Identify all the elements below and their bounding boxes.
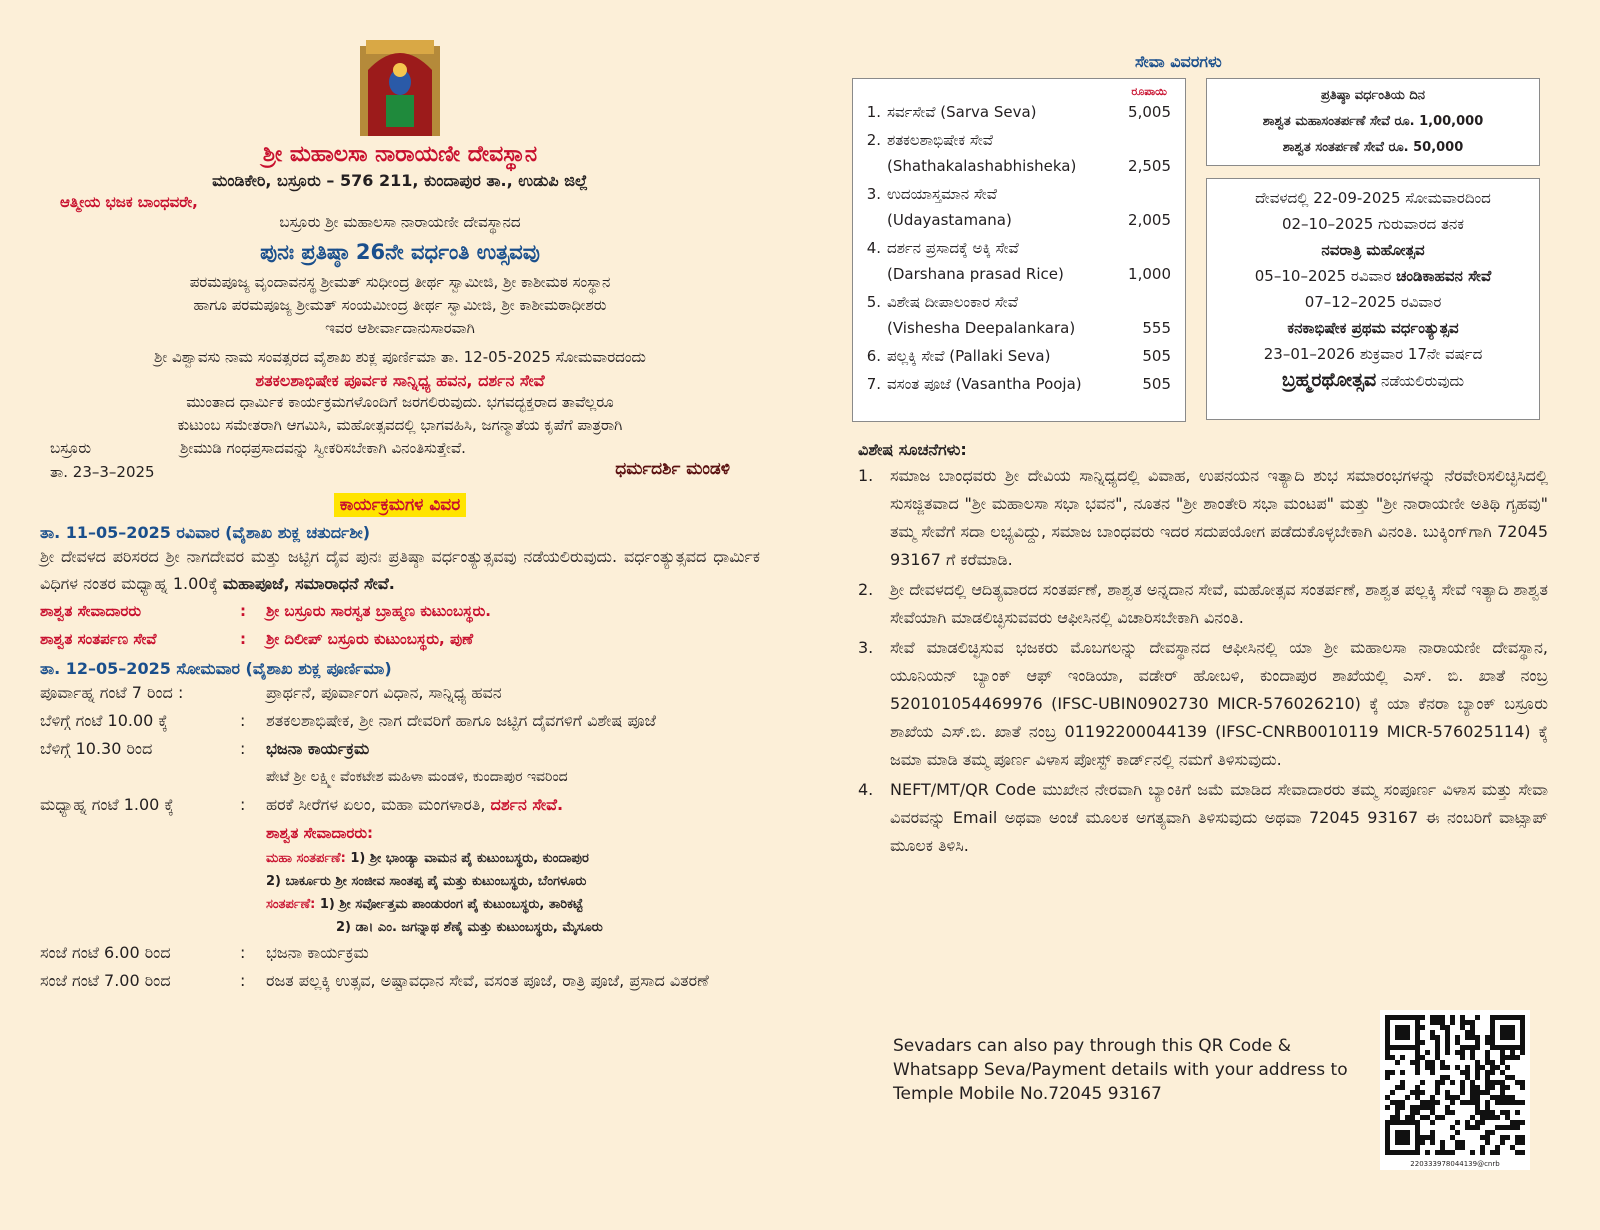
schedule-time: ಪೂರ್ವಾಹ್ನ ಗಂಟೆ 7 ರಿಂದ : [40,683,184,702]
anniversary-label: ಪ್ರತಿಷ್ಠಾ ವರ್ಧಂತಿಯ ದಿನ [1321,88,1425,103]
bhajana-label: ಭಜನಾ ಕಾರ್ಯಕ್ರಮ [266,739,370,758]
chandika-seva: ಚಂಡಿಕಾಹವನ ಸೇವೆ [1396,267,1492,285]
seva-name [887,99,1111,125]
seva-amount: 505 [1142,375,1171,393]
schedule-row: ಸಂಜೆ ಗಂಟೆ 6.00 ರಿಂದ : ಭಜನಾ ಕಾರ್ಯಕ್ರಮ [40,939,760,967]
event-title: ಪುನಃ ಪ್ರತಿಷ್ಠಾ 26ನೇ ವರ್ಧಂತಿ ಉತ್ಸವವು [260,240,540,264]
day1-val-1: ಶ್ರೀ ಬಸ್ರೂರು ಸಾರಸ್ವತ ಬ್ರಾಹ್ಮಣ ಕುಟುಂಬಸ್ಥರು. [266,602,491,620]
date-line: ಶ್ರೀ ವಿಶ್ವಾವಸು ನಾಮ ಸಂವತ್ಸರದ ವೈಶಾಖ ಶುಕ್ಲ ಪೂರ್ಣಿಮಾ ತಾ. 12-05-2025 ಸೋಮವಾರದಂದು [154,348,646,366]
currency-label: ರೂಪಾಯಿ [1131,85,1167,98]
note-3: 3. ಸೇವೆ ಮಾಡಲಿಚ್ಛಿಸುವ ಭಜಕರು ಮೊಬಗಲನ್ನು ದೇವಸ್ಥಾನದ ಆಫೀಸಿನಲ್ಲಿ ಯಾ ಶ್ರೀ ಮಹಾಲಸಾ ನಾರಾಯಣೀ ದೇವಸ್ಥಾನ, ಯೂನಿಯನ್ ಬ್ಯಾಂಕ್ ಆಫ್ ಇಂಡಿಯಾ, ವಡೇರ್ ಹೋಬಳಿ, ಕುಂದಾಪುರ ಶಾಖೆಯಲ್ಲಿ ಎಸ್. ಬಿ. ಖಾತೆ ನಂಬ್ರ 520101054469976 (IFSC-UBIN0902730 MICR-576026210) ಕ್ಕೆ ಯಾ ಕೆನರಾ ಬ್ಯಾಂಕ್ ಬಸ್ರೂರು ಶಾಖೆಯ ಎಸ್.ಬಿ. ಖಾತೆ ನಂಬ್ರ 01192200044139 (IFSC-CNRB0010119 MICR-576025114) ಕ್ಕೆ ಜಮಾ ಮಾಡಿ ತಮ್ಮ ಪೂರ್ಣ ವಿಳಾಸ ಪೋಸ್ಟ್ ಕಾರ್ಡ್‌ನಲ್ಲಿ ನಮಗೆ ತಿಳಿಸುವುದು. [858,634,1548,774]
seva-number: 2. [866,131,881,149]
day1-val-2: ಶ್ರೀ ದಿಲೀಪ್ ಬಸ್ರೂರು ಕುಟುಂಬಸ್ಥರು, ಪುಣೆ [266,630,474,648]
ratha-date: 23–01–2026 ಶುಕ್ರವಾರ 17ನೇ ವರ್ಷದ [1263,345,1483,363]
day1-text [40,543,760,597]
seva-number: 5. [866,293,881,311]
darshana-seva: ದರ್ಶನ ಸೇವೆ. [490,795,564,814]
schedule-time: ಮಧ್ಯಾಹ್ನ ಗಂಟೆ 1.00 ಕ್ಕೆ [40,795,174,814]
blessing-2: ಹಾಗೂ ಪರಮಪೂಜ್ಯ ಶ್ರೀಮತ್ ಸಂಯಮೀಂದ್ರ ತೀರ್ಥ ಸ್ವಾಮೀಜಿ, ಶ್ರೀ ಕಾಶೀಮಠಾಧೀಶರು [193,296,607,314]
schedule-time: ಬೆಳಿಗ್ಗೆ 10.30 ರಿಂದ [40,739,153,758]
seva-name-kn: ಉದಯಾಸ್ತಮಾನ ಸೇವೆ [887,185,997,203]
navaratri-to: 02–10–2025 ಗುರುವಾರದ ತನಕ [1281,215,1465,233]
schedule-time: ಸಂಜೆ ಗಂಟೆ 7.00 ರಿಂದ [40,971,171,990]
seva-amount: 505 [1142,347,1171,365]
seva-list [853,99,1185,397]
schedule-event: ರಜತ ಪಲ್ಲಕ್ಕಿ ಉತ್ಸವ, ಅಷ್ಟಾವಧಾನ ಸೇವೆ, ವಸಂತ ಪೂಜೆ, ರಾತ್ರಿ ಪೂಜೆ, ಪ್ರಸಾದ ವಿತರಣೆ [266,971,709,990]
notes-title: ವಿಶೇಷ ಸೂಚನೆಗಳು: [858,440,967,459]
seva-item [857,127,1171,179]
seva-item [857,99,1171,125]
noon-events: ಹರಕೆ ಸೀರೆಗಳ ಏಲಂ, ಮಹಾ ಮಂಗಳಾರತಿ, [266,795,486,814]
date: ತಾ. 23–3–2025 [50,463,155,481]
day1-heading: ತಾ. 11–05–2025 ರವಿವಾರ (ವೈಶಾಖ ಶುಕ್ಲ ಚತುರ್ದಶೀ) [40,523,371,542]
note-4: 4. NEFT/MT/QR Code ಮುಖೇನ ನೇರವಾಗಿ ಬ್ಯಾಂಕಿಗೆ ಜಮೆ ಮಾಡಿದ ಸೇವಾದಾರರು ತಮ್ಮ ಸಂಪೂರ್ಣ ವಿಳಾಸ ಮತ್ತು ಸೇವಾ ವಿವರವನ್ನು Email ಅಥವಾ ಅಂಚೆ ಮೂಲಕ ಅಗತ್ಯವಾಗಿ ತಿಳಿಸುವುದು ಅಥವಾ 72045 93167 ಈ ನಂಬರಿಗೆ ವಾಟ್ಸಾಪ್ ಮೂಲಕ ತಿಳಿಸಿ. [858,776,1548,860]
navaratri-from: ದೇವಳದಲ್ಲಿ 22-09-2025 ಸೋಮವಾರದಿಂದ [1255,189,1491,207]
sponsor-1: 1) ಶ್ರೀ ಭಾಂಡ್ಯಾ ವಾಮನ ಪೈ ಕುಟುಂಬಸ್ಥರು, ಕುಂದಾಪುರ [350,851,589,866]
schedule-time: ಸಂಜೆ ಗಂಟೆ 6.00 ರಿಂದ [40,943,171,962]
schedule-event: ಭಜನಾ ಕಾರ್ಯಕ್ರಮ [266,943,369,962]
blessing-3: ಇವರ ಆಶೀರ್ವಾದಾನುಸಾರವಾಗಿ [325,319,475,337]
note-2: 2. ಶ್ರೀ ದೇವಳದಲ್ಲಿ ಆದಿತ್ಯವಾರದ ಸಂತರ್ಪಣೆ, ಶಾಶ್ವತ ಅನ್ನದಾನ ಸೇವೆ, ಮಹೋತ್ಸವ ಸಂತರ್ಪಣೆ, ಶಾಶ್ವತ ಪಲ್ಲಕ್ಕಿ ಸೇವೆ ಇತ್ಯಾದಿ ಶಾಶ್ವತ ಸೇವೆಯಾಗಿ ಮಾಡಲಿಚ್ಛಿಸುವವರು ಆಫೀಸಿನಲ್ಲಿ ವಿಚಾರಿಸಬೇಕಾಗಿ ವಿನಂತಿ. [858,576,1548,632]
seva-number: 6. [866,347,881,365]
day1-key-1: ಶಾಶ್ವತ ಸೇವಾದಾರರು [40,602,142,620]
seva-number: 4. [866,239,881,257]
invite-1: ಮುಂತಾದ ಧಾರ್ಮಿಕ ಕಾರ್ಯಕ್ರಮಗಳೊಂದಿಗೆ ಜರಗಲಿರುವುದು. ಭಗವದ್ಭಕ್ತರಾದ ತಾವೆಲ್ಲರೂ [186,393,614,411]
signoff [40,437,760,485]
rituals-line: ಶತಕಲಶಾಭಿಷೇಕ ಪೂರ್ವಕ ಸಾನ್ನಿಧ್ಯ ಹವನ, ದರ್ಶನ ಸೇವೆ [255,371,545,390]
maha-santarpane-fee: ಶಾಶ್ವತ ಮಹಾಸಂತರ್ಪಣೆ ಸೇವೆ ರೂ. 1,00,000 [1262,114,1484,129]
schedule-row: ಬೆಳಿಗ್ಗೆ ಗಂಟೆ 10.00 ಕ್ಕೆ : ಶತಕಲಶಾಭಿಷೇಕ, ಶ್ರೀ ನಾಗ ದೇವರಿಗೆ ಹಾಗೂ ಜಟ್ಟಿಗ ದೈವಗಳಿಗೆ ವಿಶೇಷ ಪೂಜೆ [40,707,760,735]
seva-title: ಸೇವಾ ವಿವರಗಳು [1135,52,1222,71]
invite-2: ಕುಟುಂಬ ಸಮೇತರಾಗಿ ಆಗಮಿಸಿ, ಮಹೋತ್ಸವದಲ್ಲಿ ಭಾಗವಹಿಸಿ, ಜಗನ್ಮಾತೆಯ ಕೃಪೆಗೆ ಪಾತ್ರರಾಗಿ [177,416,623,434]
bhajana-group: ಪೇಟೆ ಶ್ರೀ ಲಕ್ಷ್ಮೀ ವೆಂಕಟೇಶ ಮಹಿಳಾ ಮಂಡಳಿ, ಕುಂದಾಪುರ ಇವರಿಂದ [266,769,568,785]
seva-item [857,181,1171,233]
seva-name-en: (Shathakalashabhisheka) [887,157,1077,175]
schedule-event [266,735,760,791]
kanaka-title: ಕನಕಾಭಿಷೇಕ ಪ್ರಥಮ ವರ್ಧಂತ್ಯುತ್ಸವ [1287,319,1459,337]
left-column [40,40,760,995]
seva-table [852,78,1186,422]
signature: ಧರ್ಮದರ್ಶಿ ಮಂಡಳಿ [615,459,730,479]
seva-name-en: (Vishesha Deepalankara) [887,319,1076,337]
temple-address: ಮಂಡಿಕೇರಿ, ಬಸ್ರೂರು – 576 211, ಕುಂದಾಪುರ ತಾ., ಉಡುಪಿ ಜಿಲ್ಲೆ [212,171,588,190]
program-heading-wrap [40,493,760,517]
seva-number: 7. [866,375,881,393]
sponsor-4: 2) ಡಾ। ಎಂ. ಜಗನ್ನಾಥ ಶೆಣೈ ಮತ್ತು ಕುಟುಂಬಸ್ಥರು, ಮೈಸೂರು [336,920,603,935]
seva-name-kn: ಸರ್ವಸೇವೆ (Sarva Seva) [887,103,1037,121]
blessing-1: ಪರಮಪೂಜ್ಯ ವೃಂದಾವನಸ್ಥ ಶ್ರೀಮತ್ ಸುಧೀಂದ್ರ ತೀರ್ಥ ಸ್ವಾಮೀಜಿ, ಶ್ರೀ ಕಾಶೀಮಠ ಸಂಸ್ಥಾನ [189,273,611,291]
seva-item [857,343,1171,369]
day1-row-1: ಶಾಶ್ವತ ಸೇವಾದಾರರು : ಶ್ರೀ ಬಸ್ರೂರು ಸಾರಸ್ವತ ಬ್ರಾಹ್ಮಣ ಕುಟುಂಬಸ್ಥರು. [40,597,760,625]
intro-line: ಬಸ್ರೂರು ಶ್ರೀ ಮಹಾಲಸಾ ನಾರಾಯಣೀ ದೇವಸ್ಥಾನದ [279,213,521,231]
note-3-text: ಸೇವೆ ಮಾಡಲಿಚ್ಛಿಸುವ ಭಜಕರು ಮೊಬಗಲನ್ನು ದೇವಸ್ಥಾನದ ಆಫೀಸಿನಲ್ಲಿ ಯಾ ಶ್ರೀ ಮಹಾಲಸಾ ನಾರಾಯಣೀ ದೇವಸ್ಥಾನ, ಯೂನಿಯನ್ ಬ್ಯಾಂಕ್ ಆಫ್ ಇಂಡಿಯಾ, ವಡೇರ್ ಹೋಬಳಿ, ಕುಂದಾಪುರ ಶಾಖೆಯಲ್ಲಿ ಎಸ್. ಬಿ. ಖಾತೆ ನಂಬ್ರ 520101054469976 (IFSC-UBIN0902730 MICR-576026210) ಕ್ಕೆ ಯಾ ಕೆನರಾ ಬ್ಯಾಂಕ್ ಬಸ್ರೂರು ಶಾಖೆಯ ಎಸ್.ಬಿ. ಖಾತೆ ನಂಬ್ರ 01192200044139 (IFSC-CNRB0010119 MICR-576025114) ಕ್ಕೆ ಜಮಾ ಮಾಡಿ ತಮ್ಮ ಪೂರ್ಣ ವಿಳಾಸ ಪೋಸ್ಟ್ ಕಾರ್ಡ್‌ನಲ್ಲಿ ನಮಗೆ ತಿಳಿಸುವುದು. [890,638,1548,769]
seva-name [887,343,1111,369]
events-box [1206,178,1540,420]
seva-name-kn: ವಸಂತ ಪೂಜೆ (Vasantha Pooja) [887,375,1082,393]
schedule-row: ಸಂಜೆ ಗಂಟೆ 7.00 ರಿಂದ : ರಜತ ಪಲ್ಲಕ್ಕಿ ಉತ್ಸವ, ಅಷ್ಟಾವಧಾನ ಸೇವೆ, ವಸಂತ ಪೂಜೆ, ರಾತ್ರಿ ಪೂಜೆ, ಪ್ರಸಾದ ವಿತರಣೆ [40,967,760,995]
schedule-time: ಬೆಳಿಗ್ಗೆ ಗಂಟೆ 10.00 ಕ್ಕೆ [40,711,168,730]
day2-heading: ತಾ. 12–05–2025 ಸೋಮವಾರ (ವೈಶಾಖ ಶುಕ್ಲ ಪೂರ್ಣಿಮಾ) [40,659,392,678]
qr-caption: 220333978044139@cnrb [1410,1160,1500,1168]
seva-name-kn: ಪಲ್ಲಕ್ಕಿ ಸೇವೆ (Pallaki Seva) [887,347,1051,365]
program-heading: ಕಾರ್ಯಕ್ರಮಗಳ ವಿವರ [334,493,466,517]
schedule-event: ಶತಕಲಶಾಭಿಷೇಕ, ಶ್ರೀ ನಾಗ ದೇವರಿಗೆ ಹಾಗೂ ಜಟ್ಟಿಗ ದೈವಗಳಿಗೆ ವಿಶೇಷ ಪೂಜೆ [266,711,656,730]
seva-name [887,181,1111,233]
seva-name-kn: ಶತಕಲಶಾಭಿಷೇಕ ಸೇವೆ [887,131,993,149]
seva-name [887,235,1111,287]
seva-name-kn: ದರ್ಶನ ಪ್ರಸಾದಕ್ಕೆ ಅಕ್ಕಿ ಸೇವೆ [887,239,1019,257]
temple-title: ಶ್ರೀ ಮಹಾಲಸಾ ನಾರಾಯಣೀ ದೇವಸ್ಥಾನ [262,142,538,167]
maha-santarpane-label: ಮಹಾ ಸಂತರ್ಪಣೆ: [266,851,346,866]
schedule-row: ಮಧ್ಯಾಹ್ನ ಗಂಟೆ 1.00 ಕ್ಕೆ : ಹರಕೆ ಸೀರೆಗಳ ಏಲಂ, ಮಹಾ ಮಂಗಳಾರತಿ, ದರ್ಶನ ಸೇವೆ. ಶಾಶ್ವತ ಸೇವಾದಾರರು: ಮಹಾ ಸಂತರ್ಪಣೆ: 1) ಶ್ರೀ ಭಾಂಡ್ಯಾ ವಾಮನ ಪೈ ಕುಟುಂಬಸ್ಥರು, ಕುಂದಾಪುರ 2) ಬಾರ್ಕೂರು ಶ್ರೀ ಸಂಜೀವ ಸಾಂತಪ್ಪ ಪೈ ಮತ್ತು ಕುಟುಂಬಸ್ಥರು, ಬೆಂಗಳೂರು ಸಂತರ್ಪಣೆ: 1) ಶ್ರೀ ಸರ್ವೋತ್ತಮ ಪಾಂಡುರಂಗ ಪೈ ಕುಟುಂಬಸ್ಥರು, ತಾರಿಕಟ್ಟೆ 2) ಡಾ। ಎಂ. ಜಗನ್ನಾಥ ಶೆಣೈ ಮತ್ತು ಕುಟುಂಬಸ್ಥರು, ಮೈಸೂರು [40,791,760,939]
notes-section [858,440,1548,860]
seva-amount: 1,000 [1128,265,1171,283]
day1-key-2: ಶಾಶ್ವತ ಸಂತರ್ಪಣ ಸೇವೆ [40,630,157,648]
santarpane-fee: ಶಾಶ್ವತ ಸಂತರ್ಪಣೆ ಸೇವೆ ರೂ. 50,000 [1282,140,1464,155]
note-4-text: NEFT/MT/QR Code ಮುಖೇನ ನೇರವಾಗಿ ಬ್ಯಾಂಕಿಗೆ ಜಮೆ ಮಾಡಿದ ಸೇವಾದಾರರು ತಮ್ಮ ಸಂಪೂರ್ಣ ವಿಳಾಸ ಮತ್ತು ಸೇವಾ ವಿವರವನ್ನು Email ಅಥವಾ ಅಂಚೆ ಮೂಲಕ ಅಗತ್ಯವಾಗಿ ತಿಳಿಸುವುದು ಅಥವಾ 72045 93167 ಈ ನಂಬರಿಗೆ ವಾಟ್ಸಾಪ್ ಮೂಲಕ ತಿಳಿಸಿ. [890,780,1548,855]
seva-name [887,289,1111,341]
sponsor-2: 2) ಬಾರ್ಕೂರು ಶ್ರೀ ಸಂಜೀವ ಸಾಂತಪ್ಪ ಪೈ ಮತ್ತು ಕುಟುಂಬಸ್ಥರು, ಬೆಂಗಳೂರು [266,874,587,889]
seva-number: 3. [866,185,881,203]
qr-code-icon [1380,1010,1530,1156]
qr-code[interactable] [1380,1010,1530,1170]
day1-body: ಶ್ರೀ ದೇವಳದ ಪರಿಸರದ ಶ್ರೀ ನಾಗದೇವರ ಮತ್ತು ಜಟ್ಟಿಗ ದೈವ ಪುನಃ ಪ್ರತಿಷ್ಠಾ ವರ್ಧಂತ್ಯುತ್ಸವವು ನಡೆಯಲಿರುವುದು. ವರ್ಧಂತ್ಯುತ್ಸವದ ಧಾರ್ಮಿಕ ವಿಧಿಗಳ ನಂತರ ಮಧ್ಯಾಹ್ನ 1.00ಕ್ಕೆ [40,547,760,593]
santarpane-label: ಸಂತರ್ಪಣೆ: [266,897,316,912]
schedule-row: ಬೆಳಿಗ್ಗೆ 10.30 ರಿಂದ : ಭಜನಾ ಕಾರ್ಯಕ್ರಮ ಪೇಟೆ ಶ್ರೀ ಲಕ್ಷ್ಮೀ ವೆಂಕಟೇಶ ಮಹಿಳಾ ಮಂಡಳಿ, ಕುಂದಾಪುರ ಇವರಿಂದ [40,735,760,791]
navaratri-title: ನವರಾತ್ರಿ ಮಹೋತ್ಸವ [1321,241,1425,259]
place: ಬಸ್ರೂರು [50,439,92,457]
greeting: ಆತ್ಮೀಯ ಭಜಕ ಬಾಂಧವರೇ, [60,193,198,211]
seva-name [887,371,1111,397]
seva-name [887,127,1111,179]
seva-amount: 2,505 [1128,157,1171,175]
seva-amount: 2,005 [1128,211,1171,229]
seva-amount: 555 [1142,319,1171,337]
ratha-suffix: ನಡೆಯಲಿರುವುದು [1380,372,1465,390]
note-2-text: ಶ್ರೀ ದೇವಳದಲ್ಲಿ ಆದಿತ್ಯವಾರದ ಸಂತರ್ಪಣೆ, ಶಾಶ್ವತ ಅನ್ನದಾನ ಸೇವೆ, ಮಹೋತ್ಸವ ಸಂತರ್ಪಣೆ, ಶಾಶ್ವತ ಪಲ್ಲಕ್ಕಿ ಸೇವೆ ಇತ್ಯಾದಿ ಶಾಶ್ವತ ಸೇವೆಯಾಗಿ ಮಾಡಲಿಚ್ಛಿಸುವವರು ಆಫೀಸಿನಲ್ಲಿ ವಿಚಾರಿಸಬೇಕಾಗಿ ವಿನಂತಿ. [890,580,1548,627]
seva-item [857,371,1171,397]
schedule-event [266,791,760,939]
seva-item [857,289,1171,341]
anniversary-box [1206,78,1540,166]
day1-bold: ಮಹಾಪೂಜೆ, ಸಮಾರಾಧನೆ ಸೇವೆ. [222,574,395,593]
schedule-row [40,679,760,707]
note-1-text: ಸಮಾಜ ಬಾಂಧವರು ಶ್ರೀ ದೇವಿಯ ಸಾನ್ನಿಧ್ಯದಲ್ಲಿ ವಿವಾಹ, ಉಪನಯನ ಇತ್ಯಾದಿ ಶುಭ ಸಮಾರಂಭಗಳನ್ನು ನೆರವೇರಿಸಲಿಚ್ಛಿಸಿದಲ್ಲಿ ಸುಸಜ್ಜಿತವಾದ "ಶ್ರೀ ಮಹಾಲಸಾ ಸಭಾ ಭವನ", ನೂತನ "ಶ್ರೀ ಶಾಂತೇರಿ ಸಭಾ ಮಂಟಪ" ಮತ್ತು "ಶ್ರೀ ನಾರಾಯಣೀ ಅತಿಥಿ ಗೃಹವು" ತಮ್ಮ ಸೇವೆಗೆ ಸದಾ ಲಭ್ಯವಿದ್ದು, ಸಮಾಜ ಬಾಂಧವರು ಇದರ ಸದುಪಯೋಗ ಪಡೆದುಕೊಳ್ಳಬೇಕಾಗಿ ವಿನಂತಿ. ಬುಕ್ಕಿಂಗ್‌ಗಾಗಿ 72045 93167 ಗೆ ಕರೆಮಾಡಿ. [890,466,1548,569]
seva-item [857,235,1171,287]
ratha-title: ಬ್ರಹ್ಮರಥೋತ್ಸವ [1281,369,1377,391]
day1-row-2: ಶಾಶ್ವತ ಸಂತರ್ಪಣ ಸೇವೆ : ಶ್ರೀ ದಿಲೀಪ್ ಬಸ್ರೂರು ಕುಟುಂಬಸ್ಥರು, ಪುಣೆ [40,625,760,653]
invite-3: ಶ್ರೀಮುಡಿ ಗಂಧಪ್ರಸಾದವನ್ನು ಸ್ವೀಕರಿಸಬೇಕಾಗಿ ವಿನಂತಿಸುತ್ತೇವೆ. [180,439,466,457]
chandika-date: 05–10–2025 ರವಿವಾರ [1254,267,1392,285]
kanaka-date: 07–12–2025 ರವಿವಾರ [1304,293,1442,311]
seva-name-en: (Darshana prasad Rice) [887,265,1064,283]
seva-name-kn: ವಿಶೇಷ ದೀಪಾಲಂಕಾರ ಸೇವೆ [887,293,1018,311]
seva-number: 1. [866,103,881,121]
schedule-event: ಪ್ರಾರ್ಥನೆ, ಪೂರ್ವಾಂಗ ವಿಧಾನ, ಸಾನ್ನಿಧ್ಯ ಹವನ [266,683,502,702]
sponsor-3: 1) ಶ್ರೀ ಸರ್ವೋತ್ತಮ ಪಾಂಡುರಂಗ ಪೈ ಕುಟುಂಬಸ್ಥರು, ತಾರಿಕಟ್ಟೆ [319,897,583,912]
qr-instructions: Sevadars can also pay through this QR Code & Whatsapp Seva/Payment details with your address to Temple Mobile No.72045 93167 [893,1036,1348,1104]
sponsors-label: ಶಾಶ್ವತ ಸೇವಾದಾರರು: [266,824,374,842]
seva-amount: 5,005 [1128,103,1171,121]
seva-name-en: (Udayastamana) [887,211,1012,229]
deity-image [360,40,440,136]
note-1: 1. ಸಮಾಜ ಬಾಂಧವರು ಶ್ರೀ ದೇವಿಯ ಸಾನ್ನಿಧ್ಯದಲ್ಲಿ ವಿವಾಹ, ಉಪನಯನ ಇತ್ಯಾದಿ ಶುಭ ಸಮಾರಂಭಗಳನ್ನು ನೆರವೇರಿಸಲಿಚ್ಛಿಸಿದಲ್ಲಿ ಸುಸಜ್ಜಿತವಾದ "ಶ್ರೀ ಮಹಾಲಸಾ ಸಭಾ ಭವನ", ನೂತನ "ಶ್ರೀ ಶಾಂತೇರಿ ಸಭಾ ಮಂಟಪ" ಮತ್ತು "ಶ್ರೀ ನಾರಾಯಣೀ ಅತಿಥಿ ಗೃಹವು" ತಮ್ಮ ಸೇವೆಗೆ ಸದಾ ಲಭ್ಯವಿದ್ದು, ಸಮಾಜ ಬಾಂಧವರು ಇದರ ಸದುಪಯೋಗ ಪಡೆದುಕೊಳ್ಳಬೇಕಾಗಿ ವಿನಂತಿ. ಬುಕ್ಕಿಂಗ್‌ಗಾಗಿ 72045 93167 ಗೆ ಕರೆಮಾಡಿ. [858,462,1548,574]
